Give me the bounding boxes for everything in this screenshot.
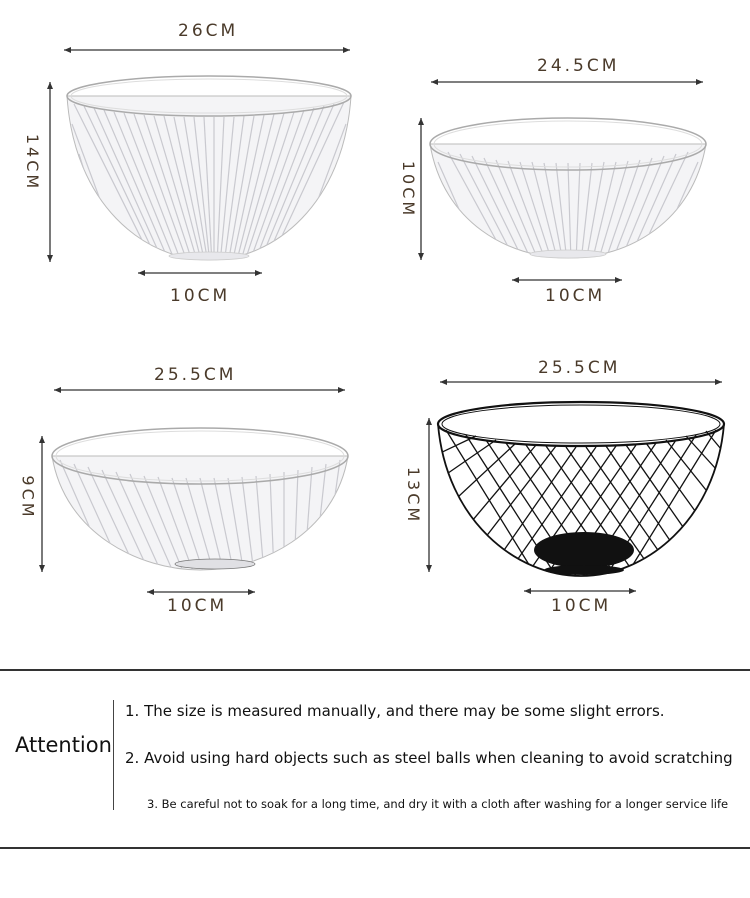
bowl-1-height-label: 14CM [23,133,43,192]
bowl-3-width-label: 25.5CM [154,365,237,385]
bowl-2-height-label: 10CM [399,160,419,219]
bowl-3-height-label: 9CM [18,475,38,520]
attention-vertical-divider [113,700,114,810]
attention-note-1: 1. The size is measured manually, and there may be some slight errors. [125,702,665,720]
attention-top-divider [0,669,750,671]
bowl-2-width-label: 24.5CM [537,56,620,76]
bowl-1-width-label: 26CM [178,21,239,41]
bowl-4-base-label: 10CM [551,596,612,616]
bowl-4-height-label: 13CM [404,466,424,525]
attention-note-2: 2. Avoid using hard objects such as steel balls when cleaning to avoid scratching [125,749,733,767]
attention-note-3: 3. Be careful not to soak for a long time, and dry it with a cloth after washing for a longer service life [147,797,729,811]
bowl-4-width-label: 25.5CM [538,358,621,378]
bowl-3-base-label: 10CM [167,596,228,616]
bowl-1-base-label: 10CM [170,286,231,306]
attention-bottom-divider [0,847,750,849]
bowl-4-image [436,400,726,580]
bowl-2-base-label: 10CM [545,286,606,306]
attention-title: Attention [15,733,112,757]
